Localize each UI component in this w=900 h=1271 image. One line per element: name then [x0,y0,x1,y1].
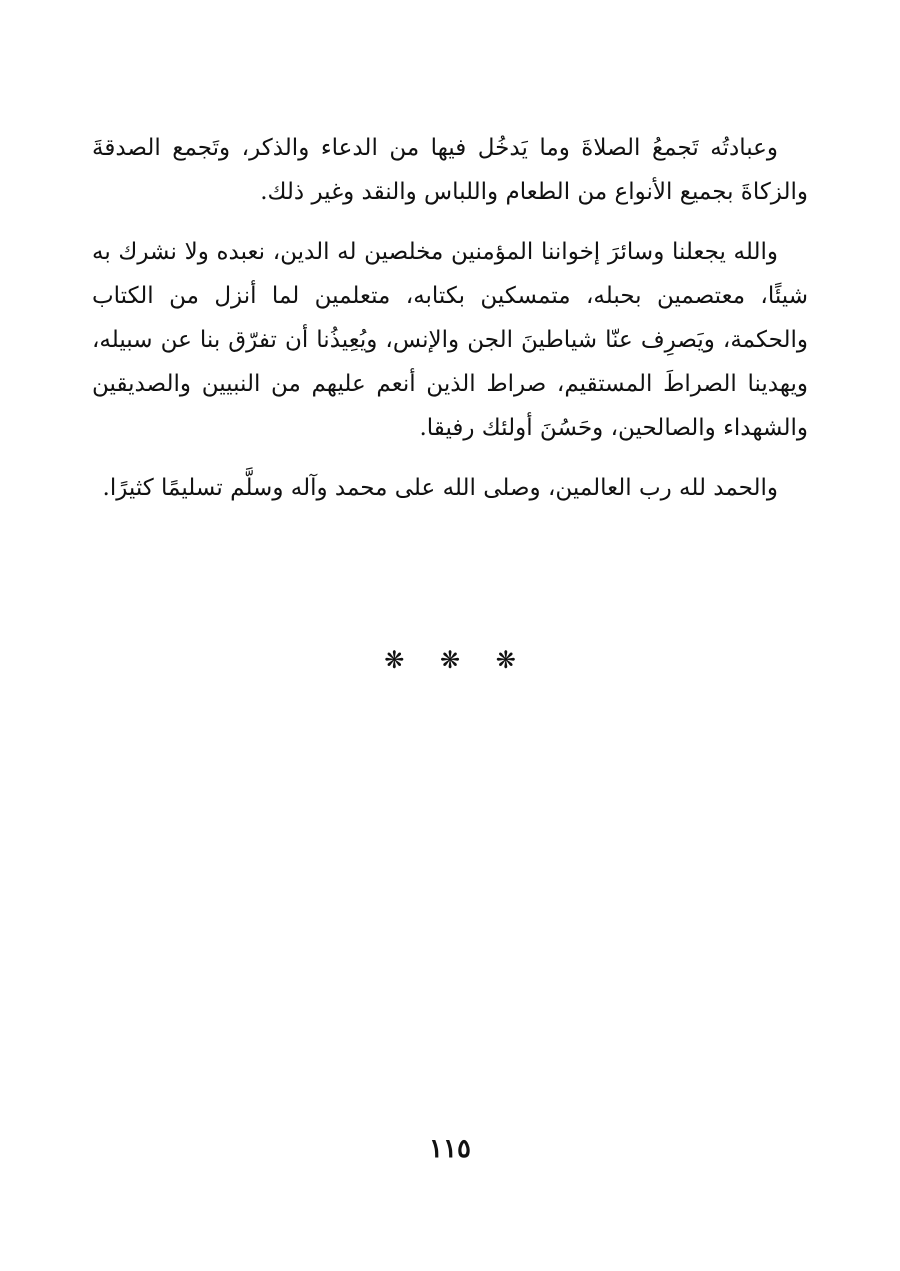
asterism-icon: ❋ [384,646,405,674]
body-text [92,126,808,526]
page-number: ١١٥ [429,1134,471,1164]
paragraph-2: والله يجعلنا وسائرَ إخواننا المؤمنين مخلصين له الدين، نعبده ولا نشرك به شيئًا، معتصمين بحبله، متمسكين بكتابه، متعلمين لما أنزل من الكتاب والحكمة، ويَصرِف عنّا شياطينَ الجن والإنس، ويُعِيذُنا أن تفرّق بنا عن سبيله، ويهدينا الصراطَ المستقيم، صراط الذين أنعم عليهم من النبيين والصديقين والشهداء والصالحين، وحَسُنَ أولئك رفيقا. [92,239,808,441]
paragraph-3: والحمد لله رب العالمين، وصلى الله على محمد وآله وسلَّم تسليمًا كثيرًا. [102,475,778,501]
asterism-icon: ❋ [495,646,516,674]
asterism-icon: ❋ [439,646,461,674]
section-separator [0,646,900,674]
paragraph-1: وعبادتُه تَجمعُ الصلاةَ وما يَدخُل فيها من الدعاء والذكر، وتَجمع الصدقةَ والزكاةَ بجميع الأنواع من الطعام واللباس والنقد وغير ذلك. [92,135,808,205]
